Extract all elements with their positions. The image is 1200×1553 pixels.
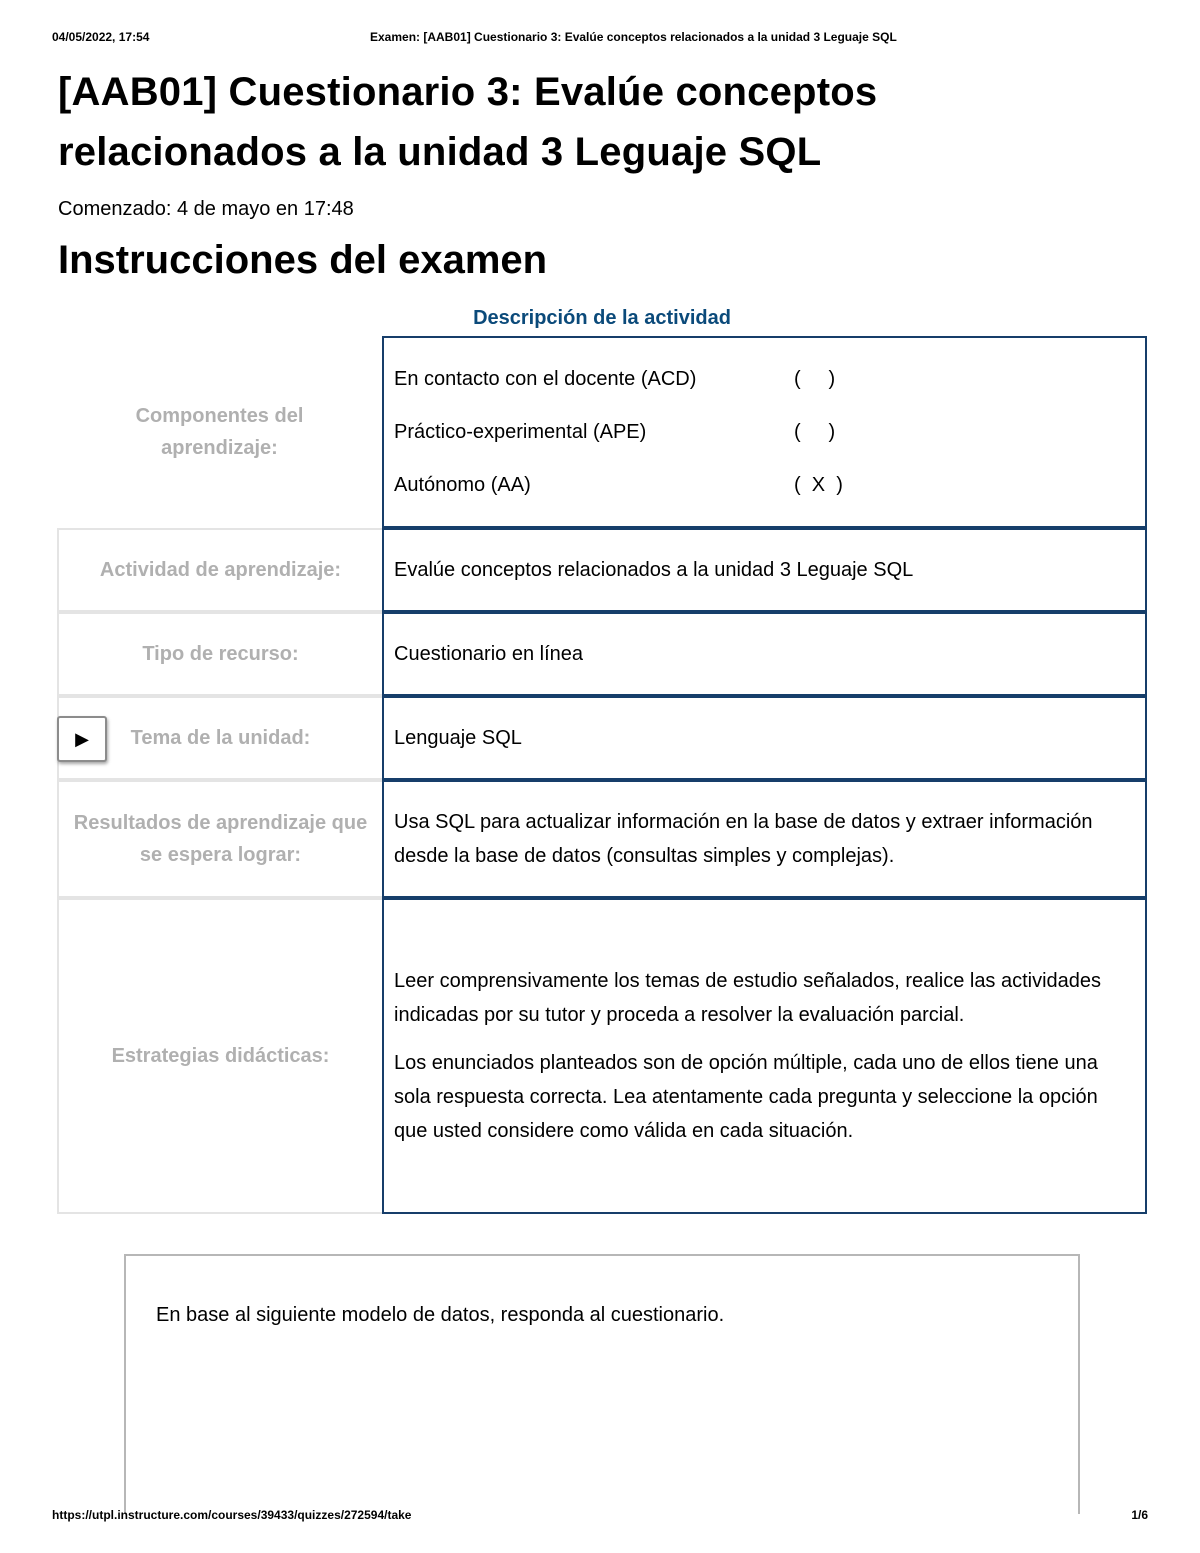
row-label: Componentes del aprendizaje:	[135, 405, 304, 459]
component-name: En contacto con el docente (ACD)	[394, 368, 697, 390]
question-text: En base al siguiente modelo de datos, responda al cuestionario.	[156, 1304, 725, 1326]
component-name: Práctico-experimental (APE)	[394, 421, 647, 443]
component-item	[394, 353, 1135, 406]
row-value	[382, 898, 1147, 1214]
page-number: 1/6	[1131, 1508, 1148, 1522]
table-row-outcomes	[57, 780, 1147, 898]
activity-caption: Descripción de la actividad	[473, 307, 731, 329]
table-row-topic	[57, 696, 1147, 780]
row-value: Lenguaje SQL	[382, 696, 1147, 780]
question-card	[124, 1254, 1080, 1514]
print-doc-title: Examen: [AAB01] Cuestionario 3: Evalúe conceptos relacionados a la unidad 3 Leguaje SQL	[370, 30, 897, 44]
print-header	[52, 30, 1148, 48]
component-name: Autónomo (AA)	[394, 474, 531, 496]
play-icon[interactable]: ▶	[57, 716, 107, 762]
row-label: Tema de la unidad:	[57, 696, 382, 780]
row-label: Tipo de recurso:	[57, 612, 382, 696]
strategy-paragraph: Leer comprensivamente los temas de estudio señalados, realice las actividades indicadas por su tutor y proceda a resolver la evaluación parcial.	[394, 970, 1102, 1026]
component-item	[394, 406, 1135, 459]
print-url: https://utpl.instructure.com/courses/39433/quizzes/272594/take	[52, 1508, 412, 1522]
table-row-activity	[57, 528, 1147, 612]
table-row-strategies	[57, 898, 1147, 1214]
quiz-title: [AAB01] Cuestionario 3: Evalúe conceptos relacionados a la unidad 3 Leguaje SQL	[58, 70, 878, 174]
started-timestamp: Comenzado: 4 de mayo en 17:48	[58, 198, 354, 220]
row-value: Evalúe conceptos relacionados a la unidad 3 Leguaje SQL	[382, 528, 1147, 612]
strategy-paragraph: Los enunciados planteados son de opción múltiple, cada uno de ellos tiene una sola respuesta correcta. Lea atentamente cada pregunta y seleccione la opción que usted considere como válida en cada situación.	[394, 1052, 1098, 1142]
row-label: Estrategias didácticas:	[57, 898, 382, 1214]
row-value: Cuestionario en línea	[382, 612, 1147, 696]
print-date: 04/05/2022, 17:54	[52, 30, 150, 44]
component-item	[394, 459, 1135, 512]
row-value	[382, 336, 1147, 528]
component-mark: ( )	[794, 421, 836, 443]
component-mark: ( )	[794, 368, 836, 390]
component-mark: ( X )	[794, 474, 843, 496]
row-label: Actividad de aprendizaje:	[57, 528, 382, 612]
instructions-heading: Instrucciones del examen	[58, 238, 548, 282]
row-value: Usa SQL para actualizar información en la base de datos y extraer información desde la base de datos (consultas simples y complejas).	[382, 780, 1147, 898]
row-label: Resultados de aprendizaje que se espera lograr:	[57, 780, 382, 898]
table-row-resource	[57, 612, 1147, 696]
table-row-components	[57, 336, 1147, 528]
